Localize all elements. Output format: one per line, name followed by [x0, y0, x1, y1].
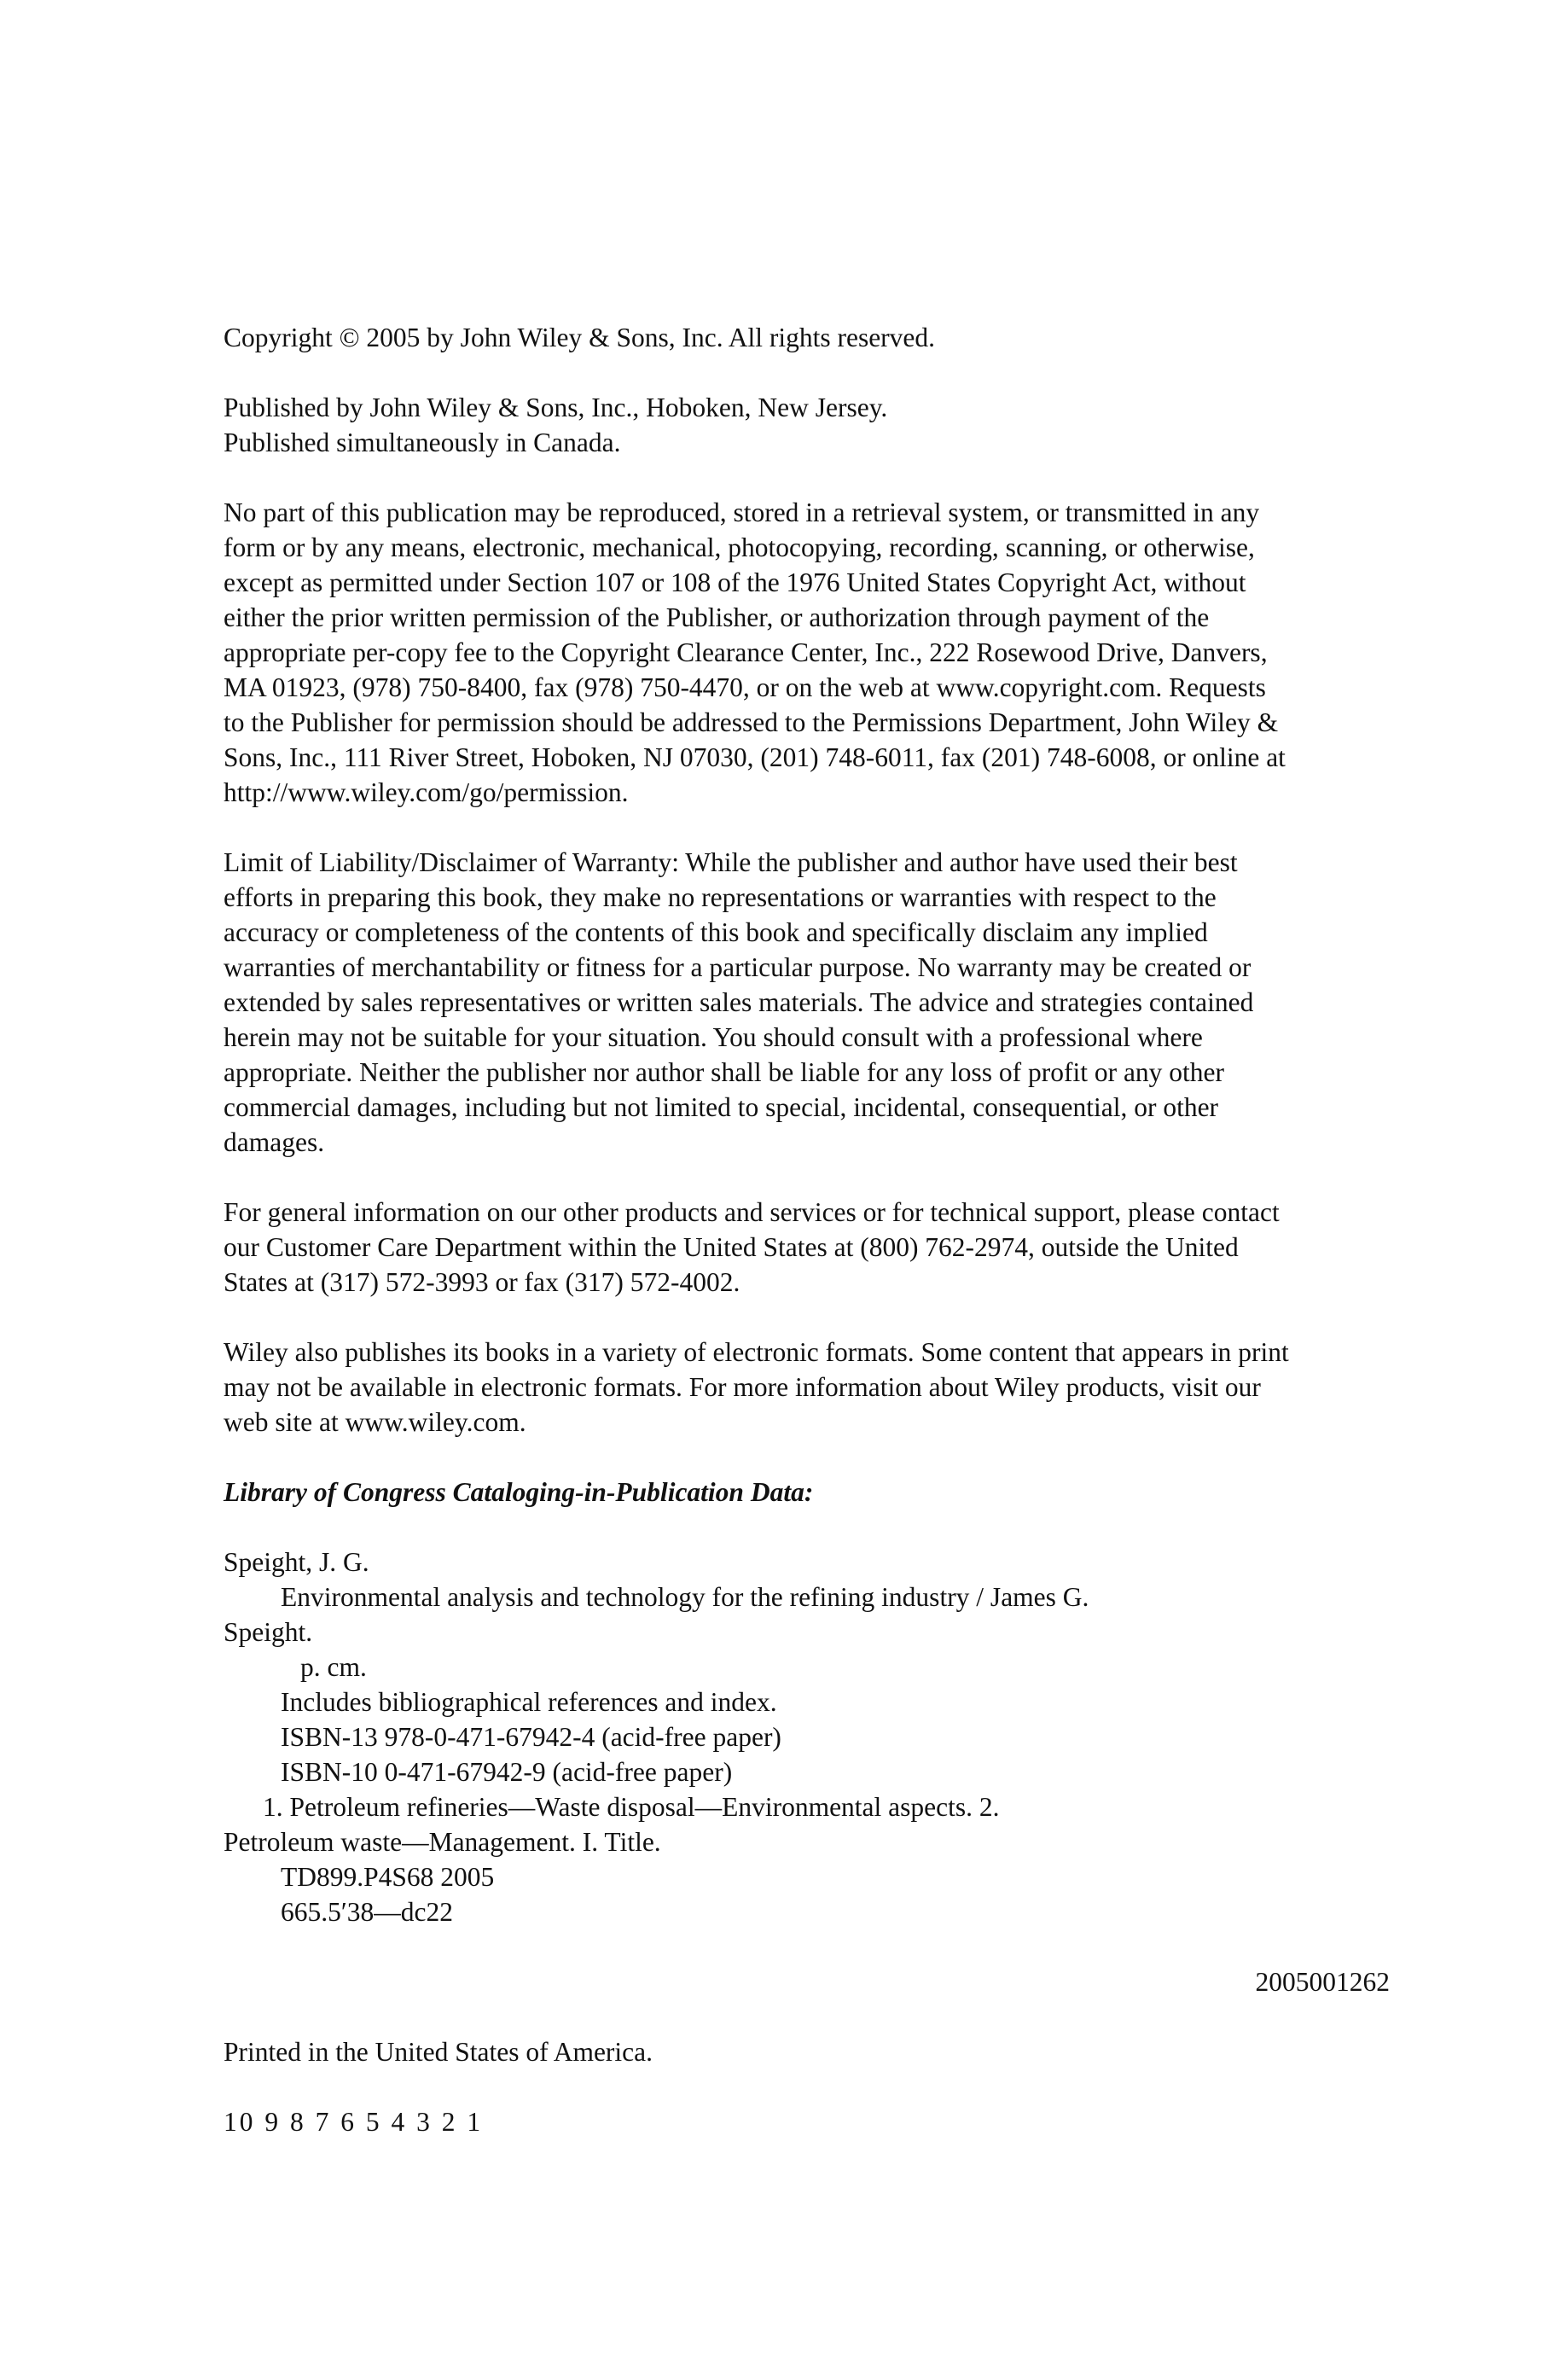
- disclaimer-line: warranties of merchantability or fitness for a particular purpose. No warranty may be created or: [224, 952, 1251, 982]
- permissions-line: form or by any means, electronic, mechanical, photocopying, recording, scanning, or otherwise,: [224, 532, 1255, 562]
- publisher-canada-line: Published simultaneously in Canada.: [224, 428, 621, 457]
- cip-lc-class: TD899.P4S68 2005: [281, 1862, 495, 1892]
- publisher-line: Published by John Wiley & Sons, Inc., Hoboken, New Jersey.: [224, 393, 888, 422]
- permissions-line: except as permitted under Section 107 or 108 of the 1976 United States Copyright Act, without: [224, 567, 1246, 597]
- cip-author: Speight, J. G.: [224, 1547, 369, 1577]
- printing-numbers: 10 9 8 7 6 5 4 3 2 1: [224, 2107, 484, 2137]
- permissions-line: MA 01923, (978) 750-8400, fax (978) 750-4470, or on the web at www.copyright.com. Requests: [224, 672, 1266, 702]
- disclaimer-line: Limit of Liability/Disclaimer of Warranty: While the publisher and author have used their best: [224, 847, 1238, 877]
- cip-dewey: 665.5′38—dc22: [281, 1897, 453, 1927]
- general-info-paragraph: [224, 1195, 1435, 1300]
- publisher-notice: [224, 390, 1435, 460]
- general-info-line: States at (317) 572-3993 or fax (317) 572-4002.: [224, 1267, 740, 1297]
- disclaimer-line: commercial damages, including but not limited to special, incidental, consequential, or other: [224, 1092, 1219, 1122]
- permissions-line: either the prior written permission of the Publisher, or authorization through payment of the: [224, 602, 1210, 632]
- cip-title-line: Speight.: [224, 1617, 313, 1647]
- permissions-paragraph: [224, 495, 1435, 810]
- permissions-line: http://www.wiley.com/go/permission.: [224, 777, 629, 807]
- electronic-formats-line: may not be available in electronic formats. For more information about Wiley products, visit our: [224, 1372, 1261, 1402]
- printed-notice: Printed in the United States of America.: [224, 2037, 653, 2067]
- disclaimer-line: extended by sales representatives or written sales materials. The advice and strategies contained: [224, 987, 1254, 1017]
- disclaimer-line: accuracy or completeness of the contents of this book and specifically disclaim any implied: [224, 917, 1208, 947]
- disclaimer-line: damages.: [224, 1127, 325, 1157]
- cip-isbn13: ISBN-13 978-0-471-67942-4 (acid-free paper): [281, 1722, 781, 1752]
- cip-isbn10: ISBN-10 0-471-67942-9 (acid-free paper): [281, 1757, 733, 1787]
- cip-heading: Library of Congress Cataloging-in-Publication Data:: [224, 1477, 814, 1507]
- copyright-page: [224, 320, 1435, 2139]
- cip-bibliography: Includes bibliographical references and index.: [281, 1687, 777, 1717]
- cip-subjects-line: Petroleum waste—Management. I. Title.: [224, 1827, 661, 1857]
- cip-lccn: 2005001262: [1255, 1967, 1390, 1997]
- cip-pages: p. cm.: [300, 1652, 367, 1682]
- permissions-line: appropriate per-copy fee to the Copyright Clearance Center, Inc., 222 Rosewood Drive, Danvers,: [224, 637, 1268, 667]
- electronic-formats-paragraph: [224, 1335, 1435, 1440]
- permissions-line: No part of this publication may be reproduced, stored in a retrieval system, or transmitted in any: [224, 497, 1260, 527]
- disclaimer-line: herein may not be suitable for your situation. You should consult with a professional where: [224, 1022, 1203, 1052]
- general-info-line: For general information on our other products and services or for technical support, please contact: [224, 1197, 1280, 1227]
- general-info-line: our Customer Care Department within the United States at (800) 762-2974, outside the United: [224, 1232, 1239, 1262]
- copyright-line: Copyright © 2005 by John Wiley & Sons, Inc. All rights reserved.: [224, 323, 936, 352]
- electronic-formats-line: Wiley also publishes its books in a variety of electronic formats. Some content that appears in print: [224, 1337, 1289, 1367]
- cip-block: [224, 1545, 1435, 1999]
- cip-subjects-line: 1. Petroleum refineries—Waste disposal—Environmental aspects. 2.: [263, 1792, 1000, 1822]
- disclaimer-line: appropriate. Neither the publisher nor author shall be liable for any loss of profit or any other: [224, 1057, 1225, 1087]
- permissions-line: Sons, Inc., 111 River Street, Hoboken, NJ 07030, (201) 748-6011, fax (201) 748-6008, or online at: [224, 742, 1286, 772]
- disclaimer-paragraph: [224, 845, 1435, 1160]
- electronic-formats-line: web site at www.wiley.com.: [224, 1407, 526, 1437]
- permissions-line: to the Publisher for permission should be addressed to the Permissions Department, John Wiley &: [224, 707, 1279, 737]
- cip-spacer: [224, 1929, 1435, 1964]
- disclaimer-line: efforts in preparing this book, they make no representations or warranties with respect to the: [224, 882, 1217, 912]
- copyright-notice: [224, 320, 1435, 355]
- cip-title-line: Environmental analysis and technology for the refining industry / James G.: [281, 1582, 1089, 1612]
